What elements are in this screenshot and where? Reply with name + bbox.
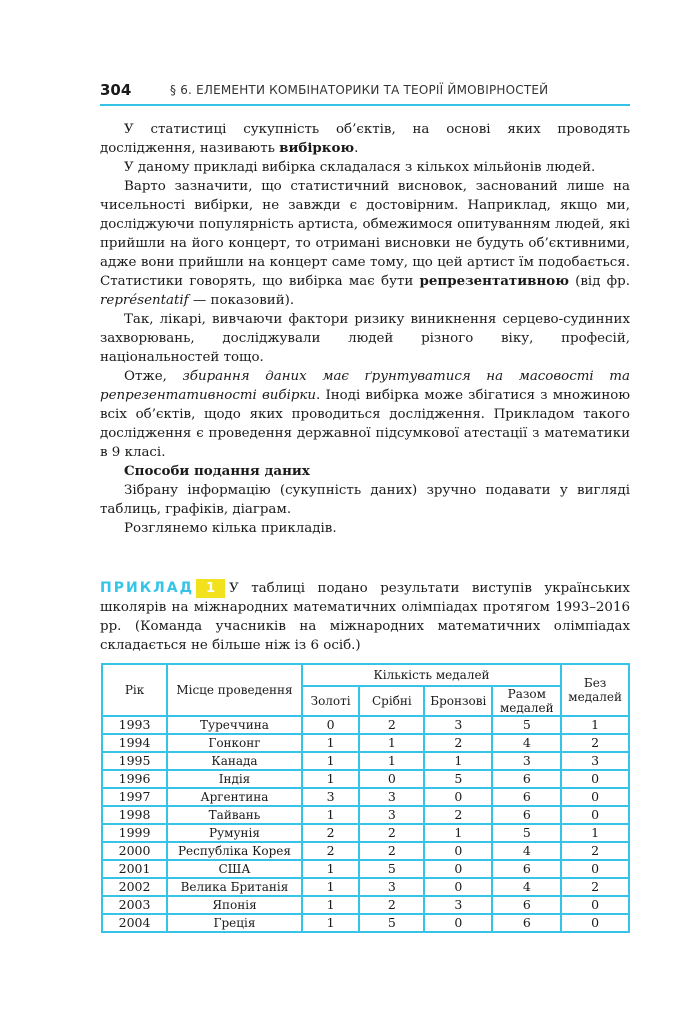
- table-row: [102, 824, 629, 842]
- cell-total: 6: [492, 860, 561, 878]
- paragraph: Зібрану інформацію (сукупність даних) зручно подавати у вигляді таблиць, графіків, діаграм.: [100, 483, 630, 517]
- cell-total: 6: [492, 896, 561, 914]
- cell-place: Тайвань: [167, 806, 302, 824]
- cell-place: Велика Британія: [167, 878, 302, 896]
- cell-silver: 3: [359, 788, 424, 806]
- table-row: [102, 806, 629, 824]
- cell-gold: 1: [302, 770, 360, 788]
- cell-gold: 0: [302, 716, 360, 734]
- cell-total: 3: [492, 752, 561, 770]
- cell-year: 2000: [102, 842, 167, 860]
- body-text: [100, 120, 630, 538]
- cell-place: Греція: [167, 914, 302, 932]
- cell-place: Туреччина: [167, 716, 302, 734]
- table-row: [102, 716, 629, 734]
- example-label: ПРИКЛАД: [100, 580, 195, 596]
- cell-silver: 1: [359, 752, 424, 770]
- cell-bronze: 5: [424, 770, 492, 788]
- cell-year: 1994: [102, 734, 167, 752]
- subheading: Способи подання даних: [124, 463, 310, 479]
- table-row: [102, 860, 629, 878]
- header-total: Разом медалей: [492, 686, 561, 716]
- cell-silver: 1: [359, 734, 424, 752]
- cell-silver: 2: [359, 716, 424, 734]
- example-block: [100, 579, 630, 655]
- cell-year: 1996: [102, 770, 167, 788]
- cell-none: 0: [561, 806, 629, 824]
- paragraph: Варто зазначити, що статистичний висновок, заснований лише на чисельності вибірки, не завжди є достовірним. Наприклад, якщо ми, досліджуючи популярність артиста, обмежимося опитуванням людей, які прийшли на його концерт, то отримані висновки не будуть об’єктивними, адже вони прийшли на концерт саме тому, що цей артист їм подобається. Статистики говорять, що вибірка має бути репрезентативною (від фр. représentatif — показовий).: [100, 179, 630, 308]
- cell-silver: 2: [359, 896, 424, 914]
- cell-bronze: 2: [424, 734, 492, 752]
- cell-year: 1997: [102, 788, 167, 806]
- cell-gold: 1: [302, 860, 360, 878]
- cell-none: 0: [561, 860, 629, 878]
- paragraph: У статистиці сукупність об’єктів, на основі яких проводять дослідження, називають вибіркою.: [100, 122, 630, 156]
- cell-total: 6: [492, 806, 561, 824]
- cell-place: Японія: [167, 896, 302, 914]
- cell-gold: 1: [302, 752, 360, 770]
- cell-total: 6: [492, 914, 561, 932]
- cell-year: 1995: [102, 752, 167, 770]
- cell-gold: 2: [302, 824, 360, 842]
- header-no-medals: Без медалей: [561, 664, 629, 716]
- cell-bronze: 0: [424, 788, 492, 806]
- cell-gold: 1: [302, 734, 360, 752]
- cell-silver: 2: [359, 842, 424, 860]
- cell-none: 0: [561, 788, 629, 806]
- cell-gold: 1: [302, 914, 360, 932]
- cell-place: Республіка Корея: [167, 842, 302, 860]
- cell-total: 6: [492, 788, 561, 806]
- cell-bronze: 3: [424, 896, 492, 914]
- cell-bronze: 0: [424, 842, 492, 860]
- cell-none: 1: [561, 824, 629, 842]
- paragraph: Розглянемо кілька прикладів.: [124, 521, 337, 536]
- paragraph: Так, лікарі, вивчаючи фактори ризику виникнення серцево-судинних захворювань, досліджували людей різного віку, професій, національностей тощо.: [100, 312, 630, 365]
- cell-total: 5: [492, 716, 561, 734]
- cell-year: 1998: [102, 806, 167, 824]
- cell-bronze: 0: [424, 878, 492, 896]
- cell-none: 0: [561, 914, 629, 932]
- section-title: § 6. ЕЛЕМЕНТИ КОМБІНАТОРИКИ ТА ТЕОРІЇ ЙМОВІРНОСТЕЙ: [170, 83, 549, 97]
- cell-year: 1993: [102, 716, 167, 734]
- cell-place: Індія: [167, 770, 302, 788]
- table-row: [102, 896, 629, 914]
- cell-total: 4: [492, 878, 561, 896]
- cell-gold: 2: [302, 842, 360, 860]
- cell-none: 2: [561, 734, 629, 752]
- table-row: [102, 734, 629, 752]
- cell-bronze: 1: [424, 752, 492, 770]
- cell-year: 2002: [102, 878, 167, 896]
- header-place: Місце проведення: [167, 664, 302, 716]
- cell-year: 2001: [102, 860, 167, 878]
- cell-silver: 0: [359, 770, 424, 788]
- cell-total: 4: [492, 842, 561, 860]
- cell-gold: 1: [302, 878, 360, 896]
- cell-place: США: [167, 860, 302, 878]
- cell-none: 1: [561, 716, 629, 734]
- cell-gold: 3: [302, 788, 360, 806]
- cell-year: 1999: [102, 824, 167, 842]
- cell-total: 4: [492, 734, 561, 752]
- cell-gold: 1: [302, 806, 360, 824]
- example-number-badge: 1: [196, 579, 225, 598]
- olympiad-results-table: [101, 663, 630, 933]
- cell-silver: 2: [359, 824, 424, 842]
- cell-total: 5: [492, 824, 561, 842]
- header-bronze: Бронзові: [424, 686, 492, 716]
- cell-place: Аргентина: [167, 788, 302, 806]
- table-row: [102, 914, 629, 932]
- cell-silver: 3: [359, 878, 424, 896]
- table-row: [102, 788, 629, 806]
- cell-place: Румунія: [167, 824, 302, 842]
- cell-silver: 5: [359, 860, 424, 878]
- cell-bronze: 0: [424, 914, 492, 932]
- cell-year: 2003: [102, 896, 167, 914]
- header-year: Рік: [102, 664, 167, 716]
- cell-none: 2: [561, 842, 629, 860]
- page-number: 304: [100, 81, 132, 99]
- cell-silver: 5: [359, 914, 424, 932]
- paragraph: У даному прикладі вибірка складалася з кількох мільйонів людей.: [124, 160, 596, 175]
- cell-place: Канада: [167, 752, 302, 770]
- cell-silver: 3: [359, 806, 424, 824]
- cell-bronze: 3: [424, 716, 492, 734]
- header-medals: Кількість медалей: [302, 664, 561, 686]
- header-gold: Золоті: [302, 686, 360, 716]
- table-row: [102, 752, 629, 770]
- table-row: [102, 842, 629, 860]
- table-row: [102, 770, 629, 788]
- table-row: [102, 878, 629, 896]
- cell-none: 3: [561, 752, 629, 770]
- cell-year: 2004: [102, 914, 167, 932]
- cell-bronze: 2: [424, 806, 492, 824]
- header-silver: Срібні: [359, 686, 424, 716]
- cell-none: 0: [561, 896, 629, 914]
- example-text: У таблиці подано результати виступів українських школярів на міжнародних математичних олімпіадах протягом 1993–2016 рр. (Команда учасників на міжнародних математичних олімпіадах складається не більше ніж із 6 осіб.): [100, 581, 630, 653]
- cell-place: Гонконг: [167, 734, 302, 752]
- paragraph: Отже, збирання даних має ґрунтуватися на масовості та репрезентативності вибірки. Іноді вибірка може збігатися з множиною всіх об’єктів, щодо яких проводиться дослідження. Прикладом такого дослідження є проведення державної підсумкової атестації з математики в 9 класі.: [100, 369, 630, 460]
- cell-total: 6: [492, 770, 561, 788]
- cell-bronze: 0: [424, 860, 492, 878]
- cell-gold: 1: [302, 896, 360, 914]
- cell-none: 2: [561, 878, 629, 896]
- cell-none: 0: [561, 770, 629, 788]
- cell-bronze: 1: [424, 824, 492, 842]
- page-header: [100, 80, 630, 106]
